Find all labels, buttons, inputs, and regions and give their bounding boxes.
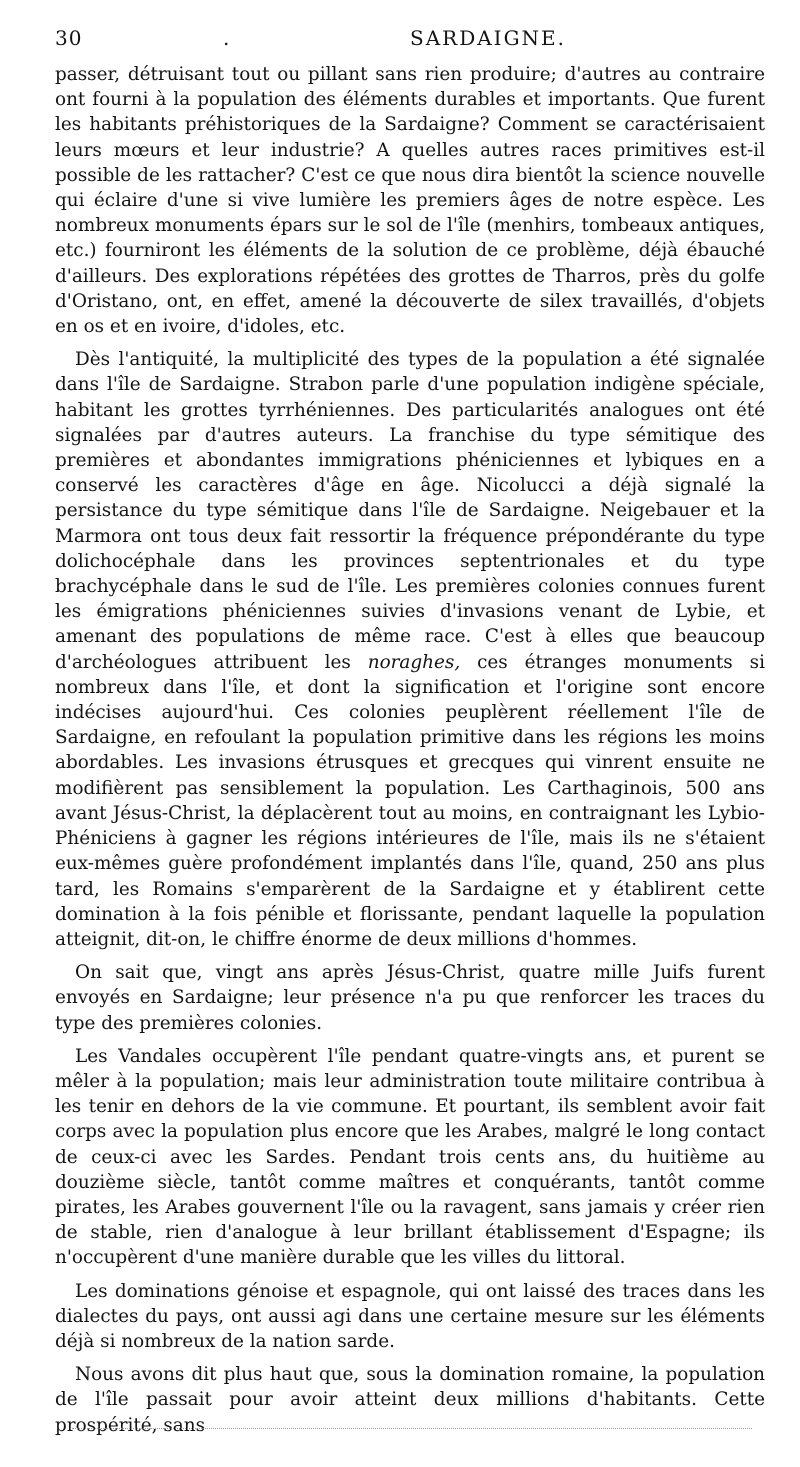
page-header xyxy=(55,26,765,56)
running-title: SARDAIGNE. xyxy=(410,26,567,50)
paragraph-roman-population: Nous avons dit plus haut que, sous la domination romaine, la population de l'île passait pour avoir atteint deux millions d'habitants. Cette prospérité, sans xyxy=(55,1364,765,1436)
paragraph-genoese-spanish: Les dominations génoise et espagnole, qui ont laissé des traces dans les dialectes du pays, ont aussi agi dans une certaine mesure sur les éléments déjà si nombreux de la nation sarde. xyxy=(55,1280,765,1352)
footer-rule xyxy=(72,1428,752,1429)
noraghes-term: noraghes, xyxy=(367,651,461,673)
paragraph-continuation: passer, détruisant tout ou pillant sans rien produire; d'autres au contraire ont fourni à la population des éléments durables et importants. Que furent les habitants préhistoriques de la Sardaigne? Comment se caractérisaient leurs mœurs et leur industrie? A quelles autres races primitives est-il possible de les rattacher? C'est ce que nous dira bientôt la science nouvelle qui éclaire d'une si vive lumière les premiers âges de notre espèce. Les nombreux monuments épars sur le sol de l'île (menhirs, tombeaux antiques, etc.) fourniront les éléments de la solution de ce problème, déjà ébauché d'ailleurs. Des explorations répétées des grottes de Tharros, près du golfe d'Oristano, ont, en effet, amené la découverte de silex travaillés, d'objets en os et en ivoire, d'idoles, etc. xyxy=(55,64,765,338)
paragraph-antiquity-part-1: Dès l'antiquité, la multiplicité des types de la population a été signalée dans l'île de Sardaigne. Strabon parle d'une population indigène spéciale, habitant les grottes tyrrhéniennes. Des particularités analogues ont été signalées par d'autres auteurs. La franchise du type sémitique des premières et abondantes immigrations phéniciennes et lybiques en a conservé les caractères d'âge en âge. Nicolucci a déjà signalé la persistance du type sémitique dans l'île de Sardaigne. Neigebauer et la Marmora ont tous deux fait ressortir la fréquence prépondérante du type dolichocéphale dans les provinces septentrionales et du type brachycéphale dans le sud de l'île. Les premières colonies connues furent les émigrations phéniciennes suivies d'invasions venant de Lybie, et amenant des populations de même race. C'est à elles que beaucoup d'archéologues attribuent les xyxy=(55,349,765,673)
header-separator: . xyxy=(223,26,230,50)
paragraph-antiquity xyxy=(55,347,765,952)
paragraph-jews: On sait que, vingt ans après Jésus-Christ, quatre mille Juifs furent envoyés en Sardaigne; leur présence n'a pu que renforcer les traces du type des premières colonies. xyxy=(55,962,765,1034)
body-text xyxy=(55,62,765,1438)
paragraph-antiquity-part-2: ces étranges monuments si nombreux dans l'île, et dont la signification et l'origine sont encore indécises aujourd'hui. Ces colonies peuplèrent réellement l'île de Sardaigne, en refoulant la population primitive dans les régions les moins abordables. Les invasions étrusques et grecques qui vinrent ensuite ne modifièrent pas sensiblement la population. Les Carthaginois, 500 ans avant Jésus-Christ, la déplacèrent tout au moins, en contraignant les Lybio-Phéniciens à gagner les régions intérieures de l'île, mais ils ne s'étaient eux-mêmes guère profondément implantés dans l'île, quand, 250 ans plus tard, les Romains s'emparèrent de la Sardaigne et y établirent cette domination à la fois pénible et florissante, pendant laquelle la population atteignit, dit-on, le chiffre énorme de deux millions d'hommes. xyxy=(55,651,765,950)
paragraph-vandals-arabs: Les Vandales occupèrent l'île pendant quatre-vingts ans, et purent se mêler à la population; mais leur administration toute militaire contribua à les tenir en dehors de la vie commune. Et pourtant, ils semblent avoir fait corps avec la population plus encore que les Arabes, malgré le long contact de ceux-ci avec les Sardes. Pendant trois cents ans, du huitième au douzième siècle, tantôt comme maîtres et conquérants, tantôt comme pirates, les Arabes gouvernent l'île ou la ravagent, sans jamais y créer rien de stable, rien d'analogue à leur brillant établissement d'Espagne; ils n'occupèrent d'une manière durable que les villes du littoral. xyxy=(55,1045,765,1269)
page-number: 30 xyxy=(55,26,83,50)
